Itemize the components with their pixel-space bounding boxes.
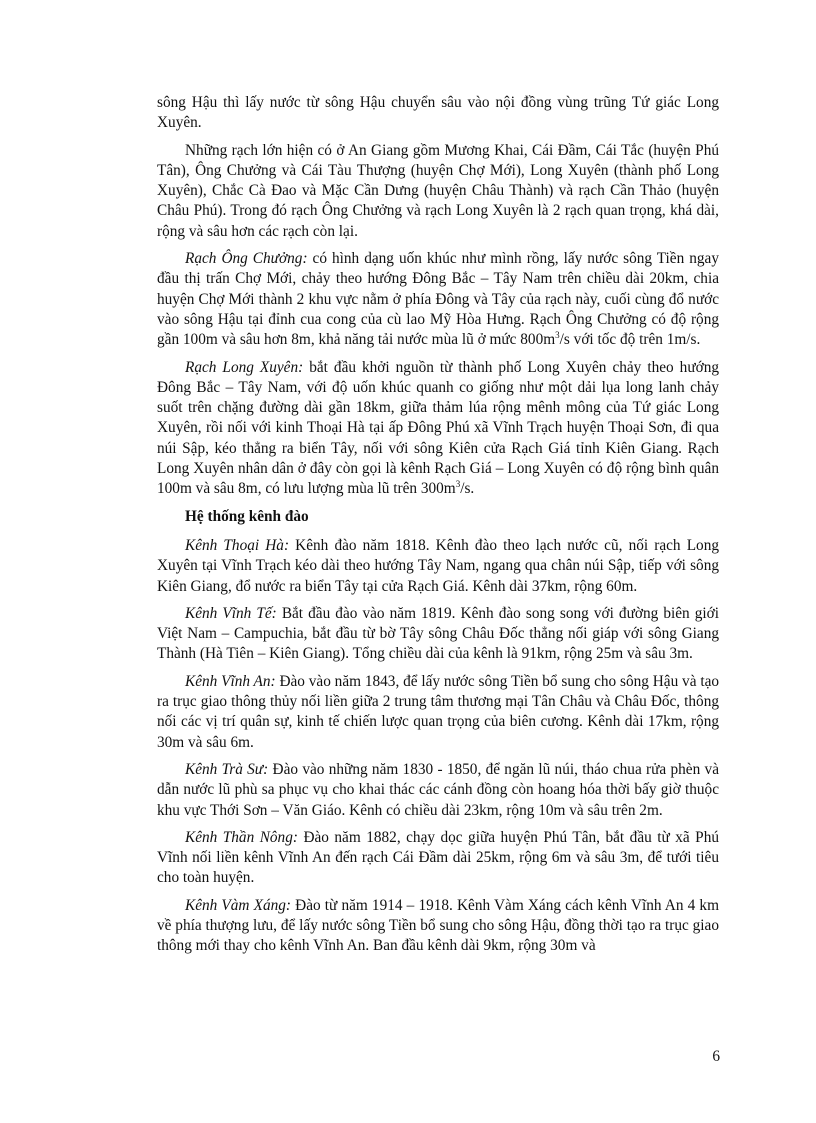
text-ong-chuong-a: có hình dạng uốn khúc như mình rồng, lấy nước sông Tiền ngay đầu thị trấn Chợ Mới, chảy theo hướng Đông Bắc – Tây Nam trên chiều dài 20km, chia huyện Chợ Mới thành 2 khu vực nằm ở phía Đông và Tây của rạch này, cuối cùng đổ nước vào sông Hậu tại đỉnh cua cong của cù lao Mỹ Hòa Hưng. Rạch Ông Chưởng có độ rộng gần 100m và sâu hơn 8m, khả năng tải nước mùa lũ ở mức 800m — [157, 250, 719, 349]
paragraph-intro: sông Hậu thì lấy nước từ sông Hậu chuyển sâu vào nội đồng vùng trũng Tứ giác Long Xuyên. — [157, 94, 719, 132]
term-ong-chuong: Rạch Ông Chưởng: — [185, 250, 308, 268]
text-kenh-thoai-ha: Kênh đào năm 1818. Kênh đào theo lạch nước cũ, nối rạch Long Xuyên tại Vĩnh Trạch kéo dài theo hướng Tây Nam, ngang qua chân núi Sập, tiếp với sông Kiên Giang, đổ nước ra biển Tây tại cửa Rạch Giá. Kênh dài 37km, rộng 60m. — [157, 536, 719, 595]
term-kenh-vam-xang: Kênh Vàm Xáng: — [185, 896, 291, 914]
superscript-long-xuyen: 3 — [455, 479, 461, 490]
text-kenh-vam-xang: Đào từ năm 1914 – 1918. Kênh Vàm Xáng cách kênh Vĩnh An 4 km về phía thượng lưu, để lấy nước sông Tiền bổ sung cho sông Hậu, đồng thời tạo ra trục giao thông mới thay cho kênh Vĩnh An. Ban đầu kênh dài 9km, rộng 30m và — [157, 896, 719, 955]
document-page — [157, 93, 719, 964]
term-long-xuyen: Rạch Long Xuyên: — [185, 358, 304, 376]
paragraph-kenh-tra-su — [157, 760, 719, 821]
term-kenh-vinh-an: Kênh Vĩnh An: — [185, 672, 276, 690]
paragraph-kenh-than-nong — [157, 828, 719, 889]
paragraph-kenh-vinh-an — [157, 672, 719, 753]
term-kenh-than-nong: Kênh Thần Nông: — [185, 828, 298, 846]
term-kenh-vinh-te: Kênh Vĩnh Tế: — [185, 604, 277, 622]
paragraph-kenh-thoai-ha — [157, 536, 719, 597]
text-kenh-tra-su: Đào vào những năm 1830 - 1850, để ngăn lũ núi, tháo chua rửa phèn và dẫn nước lũ phù sa phục vụ cho khai thác các cánh đồng còn hoang hóa thời bấy giờ thuộc khu vực Thới Sơn – Văn Giáo. Kênh có chiều dài 23km, rộng 10m và sâu trên 2m. — [157, 760, 719, 819]
text-ong-chuong-b: /s với tốc độ trên 1m/s. — [559, 331, 701, 349]
paragraph-kenh-vam-xang — [157, 896, 719, 957]
paragraph-ong-chuong — [157, 249, 719, 350]
paragraph-rach-list: Những rạch lớn hiện có ở An Giang gồm Mương Khai, Cái Đầm, Cái Tắc (huyện Phú Tân), Ông Chưởng và Cái Tàu Thượng (huyện Chợ Mới), Long Xuyên (thành phố Long Xuyên), Chắc Cà Đao và Mặc Cần Dưng (huyện Châu Thành) và rạch Cần Thảo (huyện Châu Phú). Trong đó rạch Ông Chưởng và rạch Long Xuyên là 2 rạch quan trọng, khá dài, rộng và sâu hơn các rạch còn lại. — [157, 141, 719, 240]
text-kenh-vinh-te: Bắt đầu đào vào năm 1819. Kênh đào song song với đường biên giới Việt Nam – Campuchia, bắt đầu từ bờ Tây sông Châu Đốc thẳng nối giáp với sông Giang Thành (Hà Tiên – Kiên Giang). Tổng chiều dài của kênh là 91km, rộng 25m và sâu 3m. — [157, 604, 719, 663]
page-number: 6 — [712, 1048, 720, 1065]
paragraph-long-xuyen — [157, 358, 719, 500]
term-kenh-thoai-ha: Kênh Thoại Hà: — [185, 536, 290, 554]
text-long-xuyen-b: /s. — [460, 480, 475, 498]
text-long-xuyen-a: bắt đầu khởi nguồn từ thành phố Long Xuyên chảy theo hướng Đông Bắc – Tây Nam, với độ uốn khúc quanh co giống như một dải lụa long lanh chảy suốt trên chặng đường dài gần 18km, giữa thảm lúa rộng mênh mông của Tứ giác Long Xuyên, rồi nối với kinh Thoại Hà tại ấp Đông Phú xã Vĩnh Trạch huyện Thoại Sơn, đi qua núi Sập, kéo thẳng ra biển Tây, nối với sông Kiên cửa Rạch Giá tỉnh Kiên Giang. Rạch Long Xuyên nhân dân ở đây còn gọi là kênh Rạch Giá – Long Xuyên có độ rộng bình quân 100m và sâu 8m, có lưu lượng mùa lũ trên 300m — [157, 358, 719, 498]
term-kenh-tra-su: Kênh Trà Sư: — [185, 760, 269, 778]
paragraph-kenh-vinh-te — [157, 604, 719, 665]
superscript-ong-chuong: 3 — [555, 330, 560, 341]
section-heading: Hệ thống kênh đào — [185, 507, 309, 525]
text-kenh-vinh-an: Đào vào năm 1843, để lấy nước sông Tiền bổ sung cho sông Hậu và tạo ra trục giao thông thủy nối liền giữa 2 trung tâm thương mại Tân Châu và Châu Đốc, thông nối các vị trí quân sự, kinh tế chiến lược quan trọng của biên cương. Kênh dài 17km, rộng 30m và sâu 6m. — [157, 672, 720, 751]
text-kenh-than-nong: Đào năm 1882, chạy dọc giữa huyện Phú Tân, bắt đầu từ xã Phú Vĩnh nối liền kênh Vĩnh An đến rạch Cái Đầm dài 25km, rộng 6m và sâu 3m, để tưới tiêu cho toàn huyện. — [157, 828, 719, 887]
